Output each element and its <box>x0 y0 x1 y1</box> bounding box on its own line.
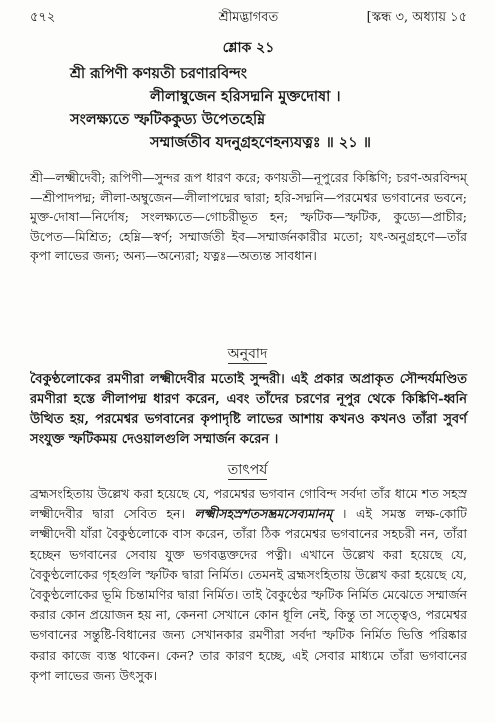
verse-line-2: লীলাম্বুজেন হরিসদ্মনি মুক্তদোষা । <box>150 88 341 105</box>
purport-part-a: ব্রহ্মসংহিতায় উল্লেখ করা হয়েছে যে, পরমেশ্বর ভগবান গোবিন্দ সর্বদা তাঁর ধামে শত সহস্র লক্ষ্মীদেবীর দ্বারা সেবিত হন। <box>30 486 467 522</box>
purport-heading-text: তাৎপর্য <box>227 462 268 478</box>
verse-line-3: সংলক্ষ্যতে স্ফটিককুড্য উপেতহেম্নি <box>70 111 266 128</box>
word-synonyms: শ্রী—লক্ষ্মীদেবী; রূপিণী—সুন্দর রূপ ধারণ করে; কণয়তী—নূপুরের কিঙ্কিণি; চরণ-অরবিন্দম্—শ্রীপাদপদ্ম; লীলা-অম্বুজেন—লীলাপদ্মের দ্বারা; হরি-সদ্মনি—পরমেশ্বর ভগবানের ভবনে; মুক্ত-দোষা—নির্দোষ; সংলক্ষ্যতে—গোচরীভূত হন; স্ফটিক—স্ফটিক, কুড্যে—প্রাচীর; উপেত—মিশ্রিত; হেম্নি—স্বর্ণ; সম্মার্জতী ইব—সম্মার্জনকারীর মতো; যৎ-অনুগ্রহণে—তাঁর কৃপা লাভের জন্য; অন্য—অন্যেরা; যত্নঃ—অত্যন্ত সাবধান। <box>30 170 467 263</box>
book-title: শ্রীমদ্ভাগবত <box>218 10 279 25</box>
verse-line-4: সম্মার্জতীব যদনুগ্রহণেহন্যযত্নঃ ॥ ২১ ॥ <box>150 134 371 151</box>
verse-number: শ্লোক ২১ <box>222 40 275 56</box>
purport-quote: লক্ষ্মীসহস্রশতসম্ভ্রমসেব্যমানম্ <box>194 506 333 522</box>
translation-text: বৈকুণ্ঠলোকের রমণীরা লক্ষ্মীদেবীর মতোই সুন্দরী। এই প্রকার অপ্রাকৃত সৌন্দর্যমণ্ডিত রমণীরা হস্তে লীলাপদ্ম ধারণ করেন, এবং তাঁদের চরণের নূপুর থেকে কিঙ্কিণি-ধ্বনি উত্থিত হয়, পরমেশ্বর ভগবানের কৃপাদৃষ্টি লাভের আশায় কখনও কখনও তাঁরা সুবর্ণ সংযুক্ত স্ফটিকময় দেওয়ালগুলি সম্মার্জন করেন । <box>30 372 467 447</box>
sanskrit-verse <box>30 36 467 154</box>
translation-heading-text: অনুবাদ <box>227 346 268 362</box>
page-number: ৫৭২ <box>30 10 56 25</box>
page-header <box>30 8 467 30</box>
chapter-reference: [স্কন্ধ ৩, অধ্যায় ১৫ <box>366 10 467 25</box>
purport-part-b: । এই সমস্ত লক্ষ-কোটি লক্ষ্মীদেবী যাঁরা বৈকুণ্ঠলোকে বাস করেন, তাঁরা ঠিক পরমেশ্বর ভগবানের সহচরী নন, তাঁরা হচ্ছেন ভগবানের সেবায় যুক্ত ভগবদ্ভক্তদের পত্নী। এখানে উল্লেখ করা হয়েছে যে, বৈকুণ্ঠলোকের গৃহগুলি স্ফটিক দ্বারা নির্মিত। তেমনই ব্রহ্মসংহিতায় উল্লেখ করা হয়েছে যে, বৈকুণ্ঠলোকের ভূমি চিন্তামণির দ্বারা নির্মিত। তাই বৈকুণ্ঠের স্ফটিক নির্মিত মেঝেতে সম্মার্জন করার কোন প্রয়োজন হয় না, কেননা সেখানে কোন ধূলি নেই, কিন্তু তা সত্ত্বেও, পরমেশ্বর ভগবানের সন্তুষ্টি-বিধানের জন্য সেখানকার রমণীরা সর্বদা স্ফটিক নির্মিত ভিত্তি পরিষ্কার করার কাজে ব্যস্ত থাকেন। কেন? তার কারণ হচ্ছে, এই সেবার মাধ্যমে তাঁরা ভগবানের কৃপা লাভের জন্য উৎসুক। <box>30 506 467 683</box>
verse-line-1: শ্রী রূপিণী কণয়তী চরণারবিন্দং <box>70 65 248 82</box>
translation-heading <box>0 342 495 366</box>
purport-text <box>30 484 467 686</box>
purport-heading <box>0 458 495 482</box>
